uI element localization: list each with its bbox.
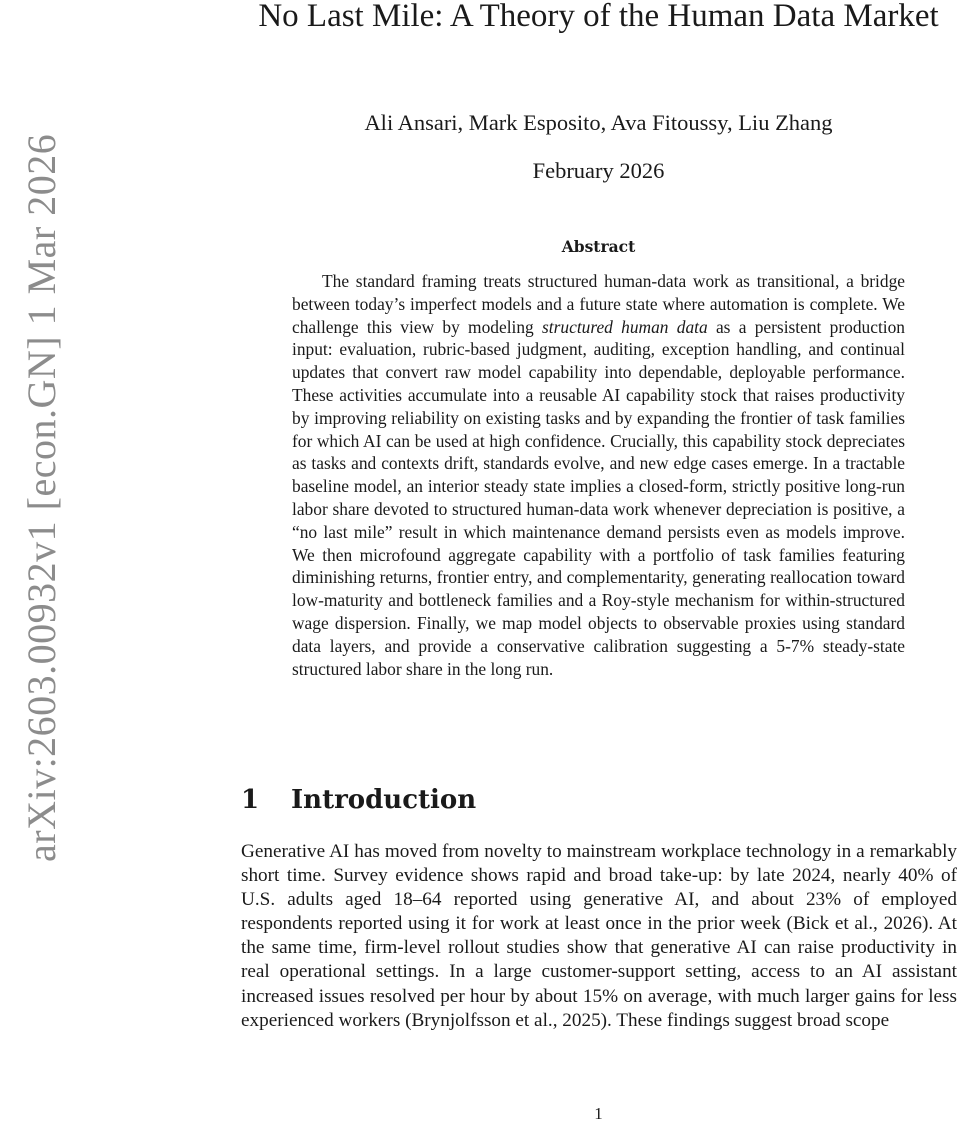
introduction-paragraph: Generative AI has moved from novelty to mainstream workplace technology in a remarkably short time. Survey evidence shows rapid and broad take-up: by late 2024, nearly 40% of U.S. adults aged 18–64 reported using generative AI, and about 23% of employed respondents reported using it for work at least once in the prior week (Bick et al., 2026). At the same time, firm-level rollout studies show that generative AI can raise productivity in real operational settings. In a large customer-support setting, access to an AI assistant increased issues resolved per hour by about 15% on average, with much larger gains for less experienced workers (Brynjolfsson et al., 2025). These findings suggest broad scope [241,841,957,1031]
abstract-text-part-1: The standard framing treats structured human-data work as transitional, a bridge between today’s imperfect models and a future state where automation is complete. We challenge this view by modeling [292,271,905,337]
arxiv-identifier-stamp: arXiv:2603.00932v1 [econ.GN] 1 Mar 2026 [19,133,64,862]
abstract-italic-term: structured human data [542,316,708,337]
publication-date: February 2026 [532,158,665,183]
abstract-heading: Abstract [561,237,636,256]
section-heading-introduction [241,785,476,815]
author-list: Ali Ansari, Mark Esposito, Ava Fitoussy, Liu Zhang [364,110,833,135]
abstract-text-part-2: as a persistent production input: evaluation, rubric-based judgment, auditing, exception handling, and continual updates that convert raw model capability into dependable, deployable performance. These activities accumulate into a reusable AI capability stock that raises productivity by improving reliability on existing tasks and by expanding the frontier of task families for which AI can be used at high confidence. Crucially, this capability stock depreciates as tasks and contexts drift, standards evolve, and new edge cases emerge. In a tractable baseline model, an interior steady state implies a closed-form, strictly positive long-run labor share devoted to structured human-data work whenever depreciation is positive, a “no last mile” result in which maintenance demand persists even as models improve. We then microfound aggregate capability with a portfolio of task families featuring diminishing returns, frontier entry, and complementarity, generating reallocation toward low-maturity and bottleneck families and a Roy-style mechanism for within-structured wage dispersion. Finally, we map model objects to observable proxies using standard data layers, and provide a conservative calibration suggesting a 5-7% steady-state structured labor share in the long run. [292,316,905,679]
section-number: 1 [241,785,260,815]
paper-title: No Last Mile: A Theory of the Human Data Market [258,0,939,34]
section-title: Introduction [291,785,477,815]
page-number: 1 [594,1104,603,1123]
abstract-text [292,270,905,680]
